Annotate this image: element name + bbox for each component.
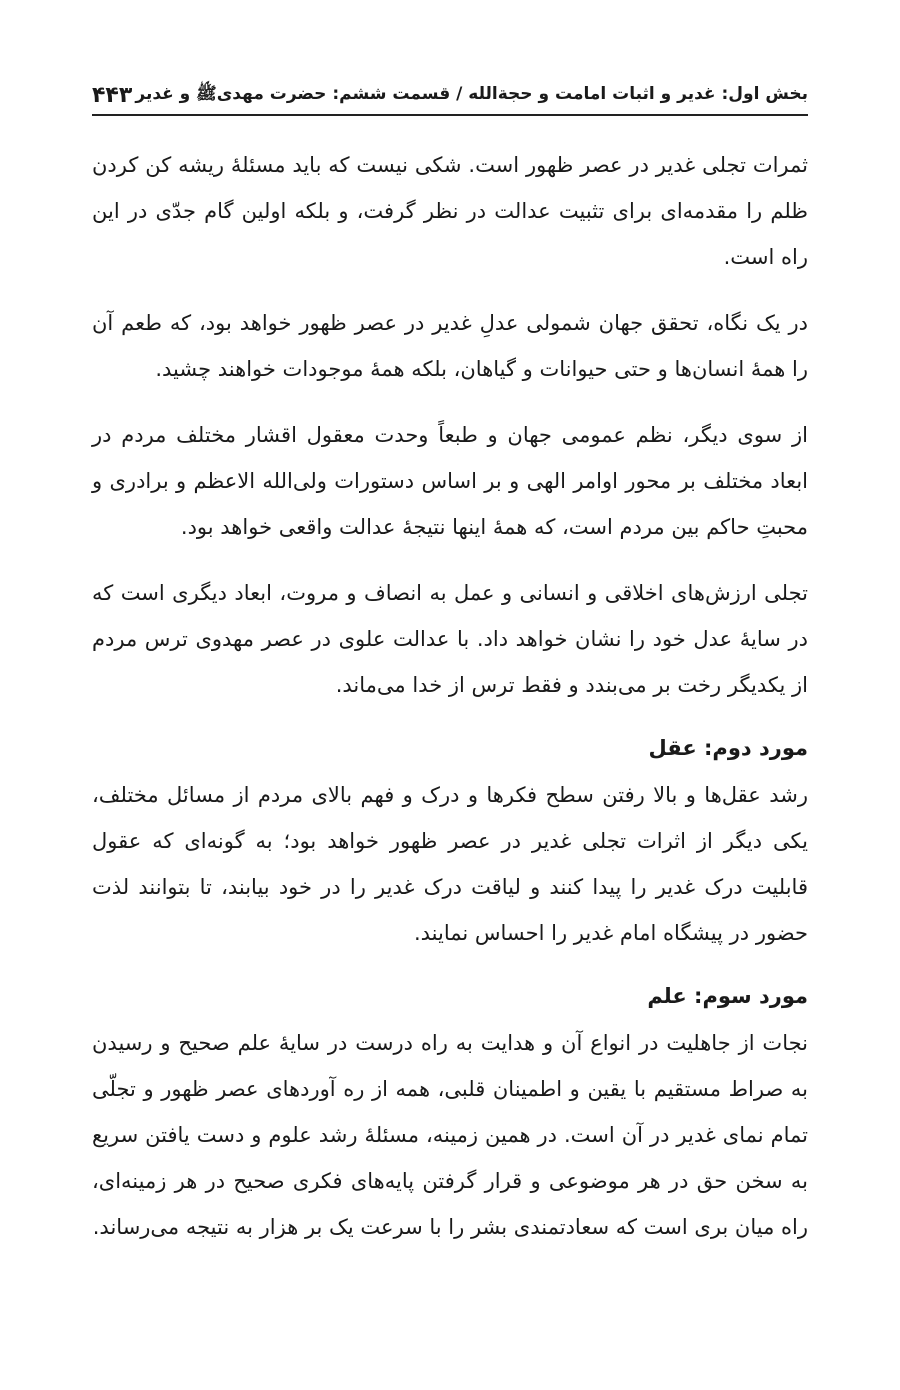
paragraph: از سوی دیگر، نظم عمومی جهان و طبعاً وحدت معقول اقشار مختلف مردم در ابعاد مختلف بر محور اوامر الهی و بر اساس دستورات ولی‌الله الاعظم و برادری و محبتِ حاکم بین مردم است، که همهٔ اینها نتیجهٔ عدالت واقعی خواهد بود.: [92, 423, 808, 539]
paragraph: نجات از جاهلیت در انواع آن و هدایت به راه درست در سایهٔ علم صحیح و رسیدن به صراط مستقیم با یقین و اطمینان قلبی، همه از ره آوردهای عصر ظهور و تجلّی تمام نمای غدیر در آن است. در همین زمینه، مسئلهٔ رشد علوم و دست یافتن سریع به سخن حق در هر موضوعی و قرار گرفتن پایه‌های فکری صحیح در هر زمینه‌ای، راه میان بری است که سعادتمندی بشر را با سرعت یک بر هزار به نتیجه می‌رساند.: [92, 1031, 808, 1239]
running-header: [92, 60, 808, 116]
page-body: [92, 142, 808, 1250]
book-page: [92, 60, 808, 1270]
paragraph: تجلی ارزش‌های اخلاقی و انسانی و عمل به انصاف و مروت، ابعاد دیگری است که در سایهٔ عدل خود را نشان خواهد داد. با عدالت علوی در عصر مهدوی ترس مردم از یکدیگر رخت بر می‌بندد و فقط ترس از خدا می‌ماند.: [92, 581, 808, 697]
section-heading-knowledge: مورد سوم: علم: [647, 984, 808, 1008]
paragraph: در یک نگاه، تحقق جهان شمولی عدلِ غدیر در عصر ظهور خواهد بود، که طعم آن را همهٔ انسان‌ها و حتی حیوانات و گیاهان، بلکه همهٔ موجودات خواهند چشید.: [92, 311, 808, 381]
page-number: ۴۴۳: [92, 83, 133, 108]
paragraph: رشد عقل‌ها و بالا رفتن سطح فکرها و درک و فهم بالای مردم از مسائل مختلف، یکی دیگر از اثرات تجلی غدیر در عصر ظهور خواهد بود؛ به گونه‌ای که عقول قابلیت درک غدیر را پیدا کنند و لیاقت درک غدیر را در خود بیابند، تا بتوانند لذت حضور در پیشگاه امام غدیر را احساس نمایند.: [92, 783, 808, 945]
section-heading-reason: مورد دوم: عقل: [648, 736, 808, 760]
header-title: بخش اول: غدیر و اثبات امامت و حجةالله / قسمت ششم: حضرت مهدیﷺ و غدیر: [135, 84, 808, 104]
paragraph: ثمرات تجلی غدیر در عصر ظهور است. شکی نیست که باید مسئلهٔ ریشه کن کردن ظلم را مقدمه‌ای برای تثبیت عدالت در نظر گرفت، و بلکه اولین گام جدّی در این راه است.: [92, 153, 808, 269]
